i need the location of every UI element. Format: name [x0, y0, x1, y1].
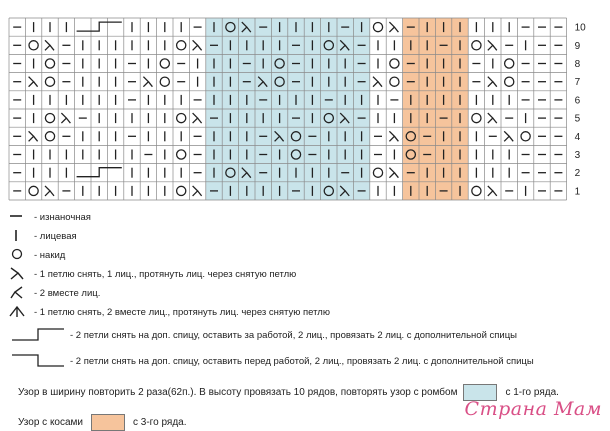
yarn-over-circle-icon [505, 59, 514, 68]
ssk-left-lean-icon [389, 168, 394, 178]
legend-ssk [8, 265, 296, 283]
watermark-logo: Страна Мам [464, 398, 602, 420]
repeat-note-text: Узор в ширину повторить 2 раза(62п.). В высоту провязать 10 рядов, повторять узор с ромбом [18, 387, 458, 398]
ssk-left-lean-icon [378, 82, 382, 87]
cable-note-text: Узор с косами [18, 417, 84, 428]
legend-cable-back [10, 326, 517, 344]
legend-ssk-label: - 1 петлю снять, 1 лиц., протянуть лиц. через снятую петлю [34, 268, 297, 280]
legend-sk2p-label: - 1 петлю снять, 2 вместе лиц., протянуть лиц. через снятую петлю [34, 306, 330, 318]
ssk-left-lean-icon [493, 191, 497, 196]
knitting-chart [0, 0, 610, 205]
ssk-left-lean-icon [61, 113, 66, 123]
ssk-left-lean-icon [29, 77, 34, 87]
row-number: 5 [574, 113, 581, 125]
ssk-left-lean-icon [488, 77, 493, 87]
yarn-over-circle-icon [521, 132, 530, 141]
yarn-over-circle-icon [29, 41, 38, 50]
legend-k2tog [8, 284, 100, 302]
yarn-over-circle-icon [390, 77, 399, 86]
yarn-over-circle-icon [45, 59, 54, 68]
ssk-left-lean-icon [198, 118, 202, 123]
yarn-over-circle-icon [45, 114, 54, 123]
ssk-left-lean-icon [34, 136, 38, 141]
legend-knit [8, 227, 77, 245]
yarn-over-circle-icon [472, 114, 481, 123]
row-number: 1 [574, 186, 581, 198]
ssk-left-lean-icon [193, 186, 198, 196]
yarn-over-circle-icon [29, 186, 38, 195]
ssk-left-lean-icon [198, 191, 202, 196]
row-number: 9 [574, 40, 581, 52]
yarn-over-circle-icon [373, 23, 382, 32]
ssk-left-lean-icon [29, 131, 34, 141]
cable-note-suffix: с 3-го ряда. [133, 417, 187, 428]
sk2p-double-icon [8, 304, 30, 321]
ssk-left-lean-icon [193, 40, 198, 50]
row-number: 10 [574, 22, 586, 34]
legend-yarn-over-label: - накид [34, 249, 66, 261]
ssk-left-lean-icon [66, 118, 70, 123]
cable-back-icon [77, 22, 122, 31]
ssk-left-lean-icon [45, 40, 50, 50]
ssk-left-lean-icon [389, 131, 394, 141]
ssk-left-lean-icon [45, 186, 50, 196]
ssk-left-lean-icon [389, 22, 394, 32]
ssk-left-lean-icon [488, 113, 493, 123]
legend-cable-back-label: - 2 петли снять на доп. спицу, оставить за работой, 2 лиц., провязать 2 лиц. с дополнительной спицы [70, 329, 517, 341]
cable-note [18, 414, 187, 431]
legend-knit-label: - лицевая [34, 230, 77, 242]
ssk-left-lean-icon [148, 82, 152, 87]
yarn-over-circle-icon [45, 132, 54, 141]
yarn-over-circle-icon [45, 77, 54, 86]
ssk-left-lean-icon [143, 77, 148, 87]
ssk-left-lean-icon [50, 191, 54, 196]
yarn-over-circle-icon [177, 41, 186, 50]
ssk-left-lean-icon [493, 82, 497, 87]
ssk-left-lean-icon [34, 82, 38, 87]
row-number: 4 [574, 131, 581, 143]
ssk-left-lean-icon [509, 136, 513, 141]
yarn-over-circle-icon [177, 186, 186, 195]
cable-back-icon [77, 168, 122, 177]
yarn-over-circle-icon [177, 150, 186, 159]
chart-grid [0, 0, 610, 205]
repeat-note-suffix: с 1-го ряда. [505, 387, 559, 398]
legend-yarn-over [8, 246, 65, 264]
yarn-over-circle-icon [390, 59, 399, 68]
cable-back-icon [10, 326, 66, 345]
ssk-left-lean-icon [193, 113, 198, 123]
ssk-left-lean-icon [488, 40, 493, 50]
yarn-over-circle-icon [8, 247, 30, 264]
legend-purl-label: - изнаночная [34, 211, 91, 223]
legend-cable-front-label: - 2 петли снять на доп. спицу, оставить перед работой, 2 лиц., провязать 2 лиц. с дополнительной спицы [70, 355, 534, 367]
row-number: 7 [574, 77, 581, 89]
ssk-left-lean-icon [373, 77, 378, 87]
ssk-left-lean-icon [8, 266, 30, 283]
ssk-left-lean-icon [50, 45, 54, 50]
ssk-left-lean-icon [488, 186, 493, 196]
knit-bar-icon [8, 228, 30, 245]
ssk-left-lean-icon [493, 45, 497, 50]
k2tog-right-lean-icon [8, 285, 30, 302]
row-number: 3 [574, 150, 581, 161]
yarn-over-circle-icon [160, 77, 169, 86]
legend-k2tog-label: - 2 вместе лиц. [34, 287, 101, 299]
yarn-over-circle-icon [177, 114, 186, 123]
row-number: 2 [574, 168, 581, 180]
ssk-left-lean-icon [394, 173, 398, 178]
purl-dash-icon [8, 209, 30, 226]
row-number: 8 [574, 59, 581, 70]
ssk-left-lean-icon [198, 45, 202, 50]
orange-swatch [91, 414, 125, 431]
ssk-left-lean-icon [493, 118, 497, 123]
yarn-over-circle-icon [160, 59, 169, 68]
row-number: 6 [574, 95, 581, 107]
legend-sk2p [8, 303, 330, 321]
legend-purl [8, 208, 91, 226]
yarn-over-circle-icon [505, 77, 514, 86]
ssk-left-lean-icon [504, 131, 509, 141]
legend-cable-front [10, 352, 534, 370]
ssk-left-lean-icon [394, 27, 398, 32]
yarn-over-circle-icon [472, 41, 481, 50]
yarn-over-circle-icon [373, 168, 382, 177]
yarn-over-circle-icon [472, 186, 481, 195]
ssk-left-lean-icon [394, 136, 398, 141]
cable-front-icon [10, 352, 66, 371]
